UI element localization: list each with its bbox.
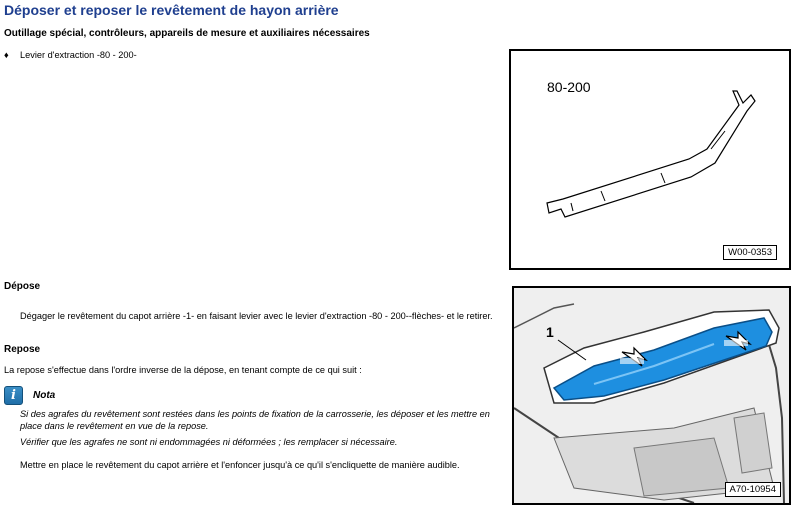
tailgate-drawing [514,288,789,503]
install-intro: La repose s'effectue dans l'ordre inverse de la dépose, en tenant compte de ce qui suit : [4,365,362,375]
dash-icon [4,311,20,323]
part-number-label: 1 [546,324,554,340]
install-heading: Repose [4,344,41,355]
removal-heading: Dépose [4,281,41,292]
note-item-text: Si des agrafes du revêtement sont restées dans les points de fixation de la carrosserie, les déposer et les mettre en place dans le revêtement en vue de la repose. [20,409,490,431]
install-step-text: Mettre en place le revêtement du capot arrière et l'enfoncer jusqu'à ce qu'il s'encliquette de manière audible. [20,460,460,470]
install-step [4,460,500,472]
note-header [4,385,55,405]
note-item-text: Vérifier que les agrafes ne sont ni endommagées ni déformées ; les remplacer si nécessaire. [20,437,398,447]
tool-item [4,50,137,62]
bullet-icon [4,409,20,421]
note-label: Nota [33,389,56,401]
tool-figure [509,49,791,270]
figure-ref: A70-10954 [725,482,781,497]
removal-step-text: Dégager le revêtement du capot arrière -1- en faisant levier avec le levier d'extraction -80 - 200--flèches- et le retirer. [20,311,493,321]
dash-icon [4,460,20,472]
note-item [4,437,500,449]
tool-item-text: Levier d'extraction -80 - 200- [20,50,137,60]
tailgate-figure [512,286,791,505]
figure-ref: W00-0353 [723,245,777,260]
note-item [4,409,500,432]
bullet-icon: ♦ [4,50,9,60]
bullet-icon [4,437,20,449]
page-title: Déposer et reposer le revêtement de hayon arrière [4,2,339,18]
tools-heading: Outillage spécial, contrôleurs, appareils de mesure et auxiliaires nécessaires [4,28,370,39]
removal-step [4,311,500,323]
tool-label: 80-200 [547,79,591,95]
info-icon: i [4,386,23,405]
lever-drawing [511,51,789,268]
